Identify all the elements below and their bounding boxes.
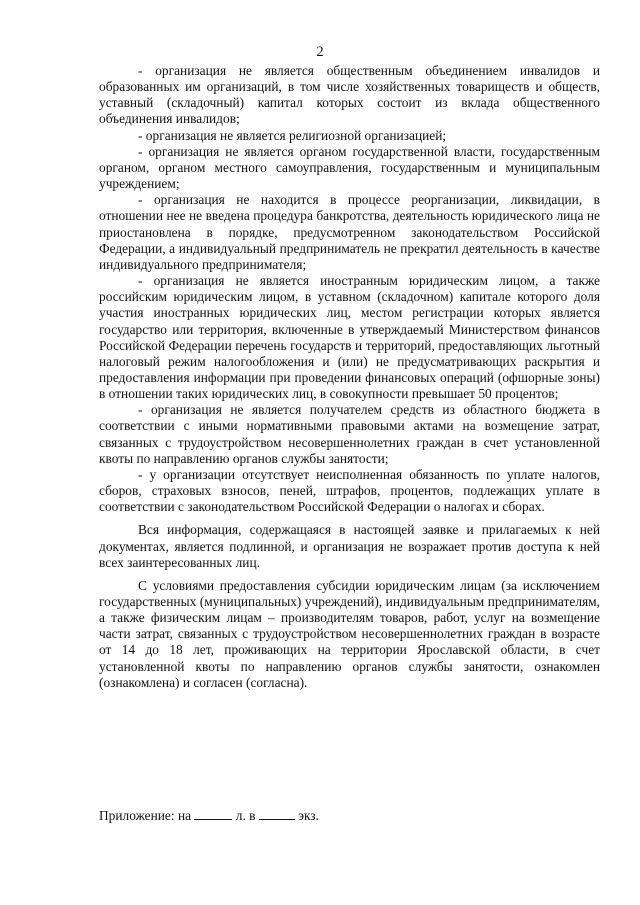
page-number: 2: [316, 44, 324, 60]
condition-not-reorganization: - организация не находится в процессе реорганизации, ликвидации, в отношении нее не введена процедура банкротства, деятельность юридического лица не приостановлена в порядке, предусмотренном законодательством Российской Федерации, а индивидуальный предприниматель не прекратил деятельность в качестве индивидуального предпринимателя;: [99, 192, 600, 272]
condition-not-budget-recipient: - организация не является получателем средств из областного бюджета в соответствии с иными нормативными правовыми актами на возмещение затрат, связанных с трудоустройством несовершеннолетних граждан в счет установленной квоты по направлению органов службы занятости;: [99, 402, 600, 466]
condition-not-foreign-entity: - организация не является иностранным юридическим лицом, а также российским юридическим лицом, в уставном (складочном) капитале которого доля участия иностранных юридических лиц, местом регистрации которых является государство или территория, включенные в утверждаемый Министерством финансов Российской Федерации перечень государств и территорий, предоставляющих льготный налоговый режим налогообложения и (или) не предусматривающих раскрытия и предоставления информации при проведении финансовых операций (офшорные зоны) в отношении таких юридических лиц, в совокупности превышает 50 процентов;: [99, 273, 600, 402]
attachment-label: Приложение: на: [99, 808, 192, 823]
condition-not-disabled-association: - организация не является общественным объединением инвалидов и образованных им организаций, в том числе хозяйственных товариществ и обществ, уставный (складочный) капитал которых состоит из вклада общественного объединения инвалидов;: [99, 63, 600, 127]
sheet-count-blank[interactable]: [194, 808, 232, 820]
information-authenticity-statement: Вся информация, содержащаяся в настоящей заявке и прилагаемых к ней документах, является подлинной, и организация не возражает против доступа к ней всех заинтересованных лиц.: [99, 522, 600, 570]
attachment-sheets-label: л. в: [235, 808, 256, 823]
copy-count-blank[interactable]: [259, 808, 295, 820]
attachment-copies-label: экз.: [298, 808, 319, 823]
condition-not-religious: - организация не является религиозной организацией;: [138, 127, 447, 143]
attachment-line: [99, 808, 600, 824]
document-body: [99, 63, 600, 691]
condition-not-government-body: - организация не является органом государственной власти, государственным органом, органом местного самоуправления, государственным и муниципальным учреждением;: [99, 143, 600, 192]
subsidy-terms-agreement: С условиями предоставления субсидии юридическим лицам (за исключением государственных (муниципальных) учреждений), индивидуальным предпринимателям, а также физическим лицам – производителям товаров, работ, услуг на возмещение части затрат, связанных с трудоустройством несовершеннолетних граждан в возрасте от 14 до 18 лет, проживающих на территории Ярославской области, в счет установленной квоты по направлению органов службы занятости, ознакомлен (ознакомлена) и согласен (согласна).: [99, 577, 600, 690]
condition-no-tax-debt: - у организации отсутствует неисполненная обязанность по уплате налогов, сборов, страховых взносов, пеней, штрафов, процентов, подлежащих уплате в соответствии с законодательством Российской Федерации о налогах и сборах.: [99, 466, 600, 515]
